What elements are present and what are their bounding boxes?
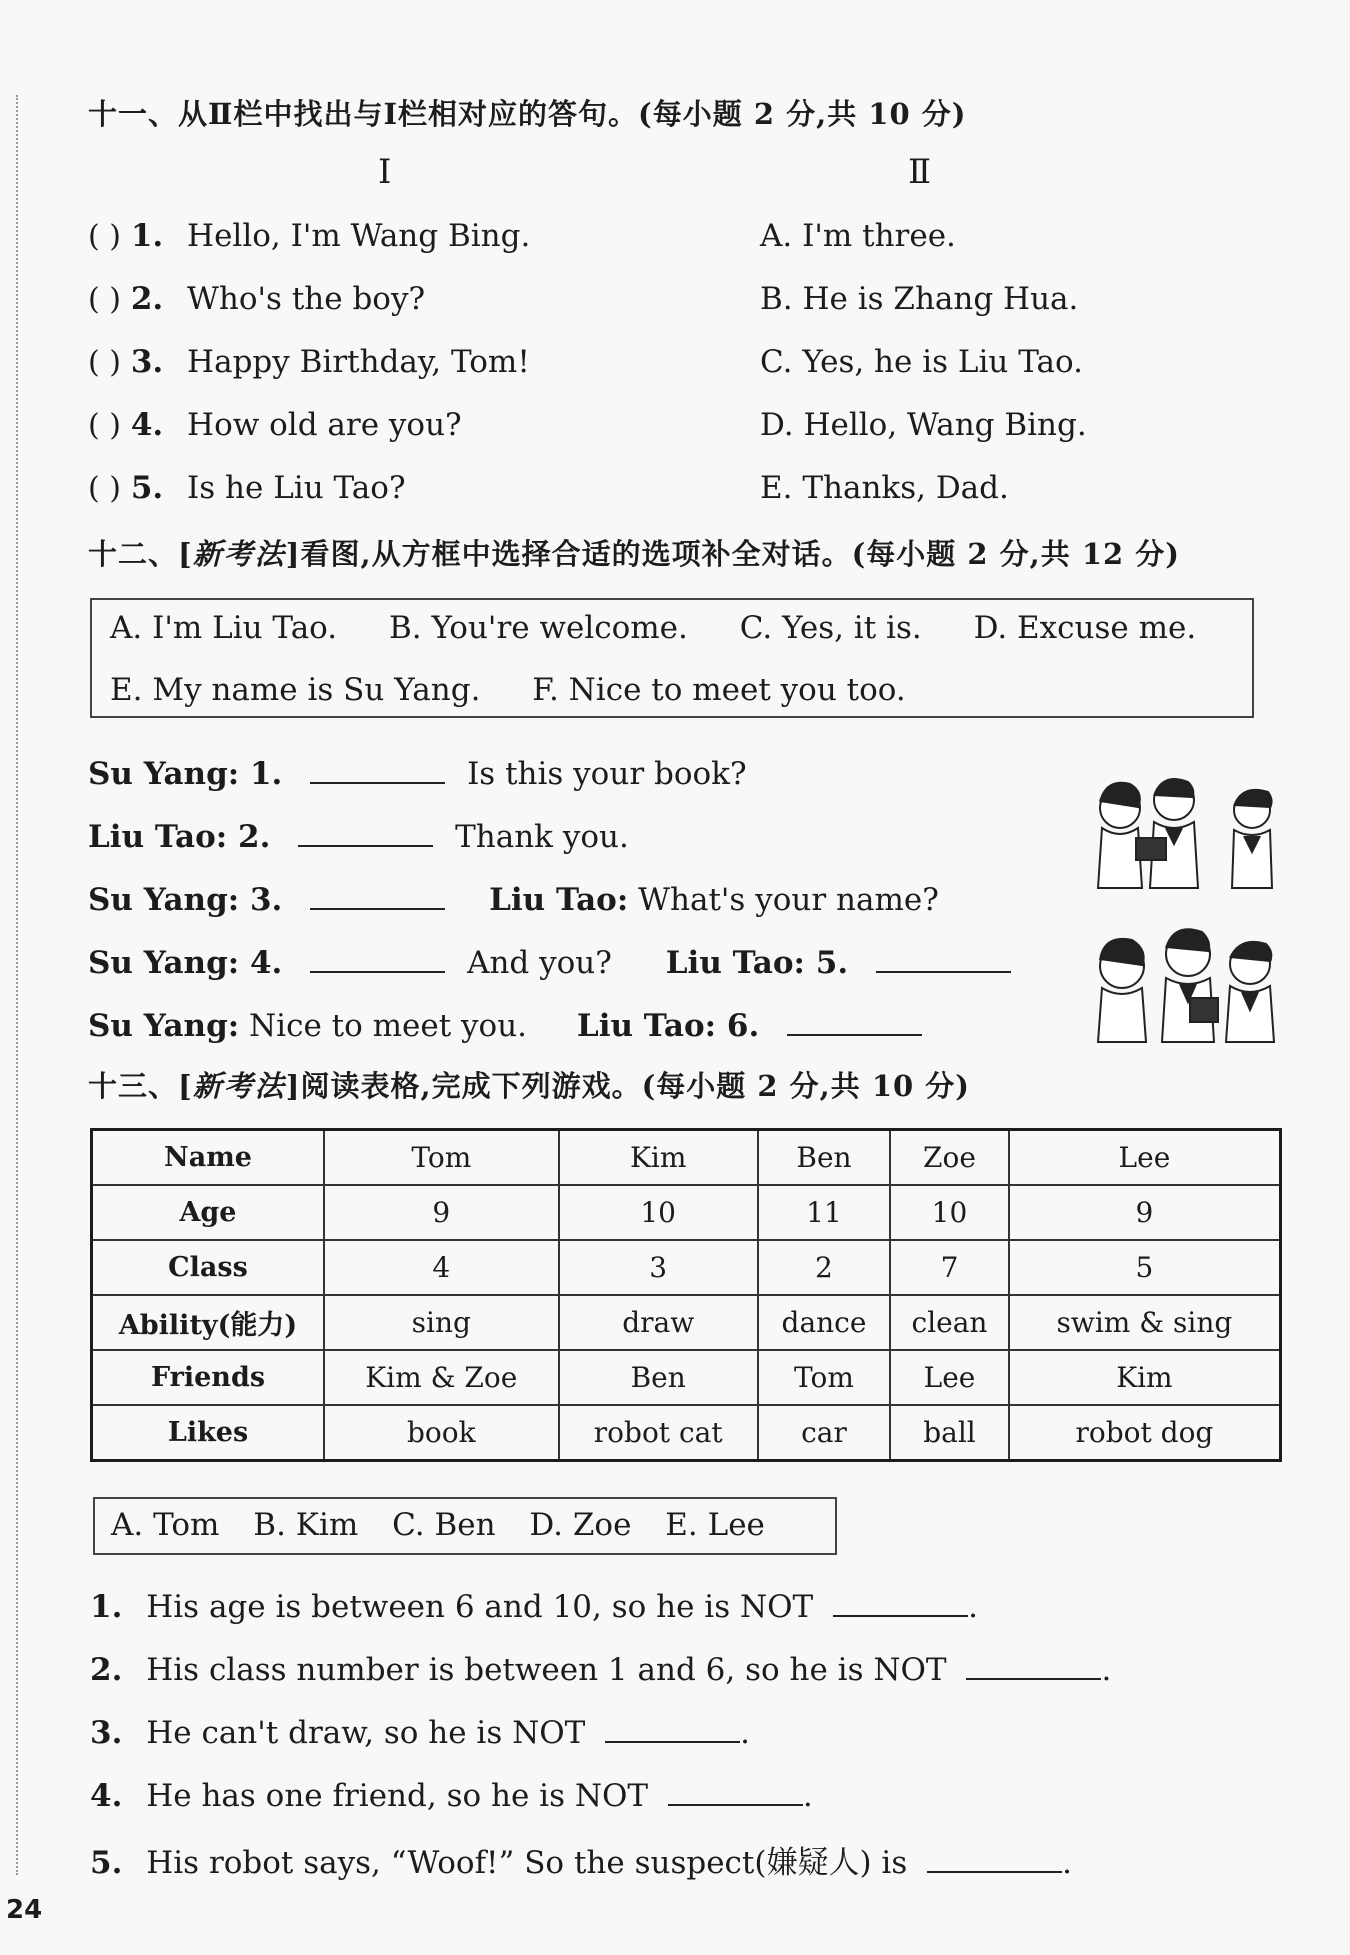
column-1-label: Ⅰ bbox=[378, 152, 392, 192]
reasoning-question bbox=[90, 1774, 813, 1814]
period: . bbox=[1062, 1845, 1072, 1881]
dialogue-text: What's your name? bbox=[638, 882, 939, 918]
match-question bbox=[88, 470, 406, 506]
answer-paren[interactable]: ( ) bbox=[88, 471, 121, 506]
table-cell: 9 bbox=[324, 1185, 559, 1240]
heading-text: ]阅读表格,完成下列游戏。(每小题 2 分,共 10 分) bbox=[285, 1069, 971, 1103]
heading-text: ]看图,从方框中选择合适的选项补全对话。(每小题 2 分,共 12 分) bbox=[285, 537, 1181, 571]
speaker-label: Liu Tao: 5. bbox=[665, 945, 849, 981]
options-row bbox=[111, 1507, 765, 1543]
speaker-label: Su Yang: 1. bbox=[88, 756, 283, 792]
reasoning-question bbox=[90, 1585, 978, 1625]
table-cell: dance bbox=[758, 1295, 890, 1350]
table-cell: Kim bbox=[1009, 1350, 1281, 1405]
dialogue-text: Thank you. bbox=[455, 819, 629, 855]
table-cell: 10 bbox=[890, 1185, 1009, 1240]
dialogue-text: Is this your book? bbox=[467, 756, 747, 792]
heading-prefix: 十三、[ bbox=[88, 1069, 193, 1103]
answer-blank[interactable] bbox=[310, 941, 445, 973]
question-text: His robot says, “Woof!” So the suspect(嫌疑人) is bbox=[146, 1845, 908, 1881]
question-text: Who's the boy? bbox=[187, 281, 426, 317]
answer-option: A. I'm three. bbox=[760, 218, 956, 254]
speaker-label: Liu Tao: 6. bbox=[576, 1008, 760, 1044]
question-text: His age is between 6 and 10, so he is NOT bbox=[146, 1589, 814, 1625]
period: . bbox=[1101, 1652, 1112, 1688]
table-cell: car bbox=[758, 1405, 890, 1461]
dialogue-text: Nice to meet you. bbox=[249, 1008, 528, 1044]
info-table bbox=[90, 1128, 1282, 1462]
children-illustration-2 bbox=[1092, 918, 1282, 1048]
question-text: His class number is between 1 and 6, so he is NOT bbox=[146, 1652, 947, 1688]
answer-paren[interactable]: ( ) bbox=[88, 219, 121, 254]
reasoning-question bbox=[90, 1711, 750, 1751]
answer-option: B. He is Zhang Hua. bbox=[760, 281, 1079, 317]
option: C. Ben bbox=[392, 1507, 496, 1543]
section-13-heading bbox=[88, 1064, 970, 1105]
table-cell: Ben bbox=[559, 1350, 758, 1405]
question-number: 4. bbox=[130, 407, 164, 443]
reasoning-question bbox=[90, 1648, 1111, 1688]
table-cell: clean bbox=[890, 1295, 1009, 1350]
option: A. I'm Liu Tao. bbox=[110, 610, 338, 646]
table-cell: Kim & Zoe bbox=[324, 1350, 559, 1405]
question-text: He can't draw, so he is NOT bbox=[146, 1715, 586, 1751]
table-row bbox=[92, 1405, 1281, 1461]
table-cell: draw bbox=[559, 1295, 758, 1350]
question-number: 4. bbox=[90, 1778, 123, 1814]
table-row bbox=[92, 1185, 1281, 1240]
page-number: 24 bbox=[6, 1895, 43, 1925]
answer-blank[interactable] bbox=[927, 1841, 1062, 1873]
option: B. Kim bbox=[253, 1507, 359, 1543]
table-cell: 9 bbox=[1009, 1185, 1281, 1240]
table-cell: 2 bbox=[758, 1240, 890, 1295]
question-text: He has one friend, so he is NOT bbox=[146, 1778, 649, 1814]
table-cell: Ben bbox=[758, 1130, 890, 1186]
dialogue-line bbox=[88, 941, 1011, 981]
answer-blank[interactable] bbox=[310, 752, 445, 784]
answer-blank[interactable] bbox=[787, 1004, 922, 1036]
option: F. Nice to meet you too. bbox=[532, 672, 906, 708]
match-question bbox=[88, 407, 462, 443]
table-row bbox=[92, 1240, 1281, 1295]
table-cell: swim & sing bbox=[1009, 1295, 1281, 1350]
speaker-label: Liu Tao: bbox=[489, 882, 629, 918]
period: . bbox=[740, 1715, 751, 1751]
row-header: Likes bbox=[92, 1405, 325, 1461]
table-cell: Lee bbox=[890, 1350, 1009, 1405]
row-header: Age bbox=[92, 1185, 325, 1240]
speaker-label: Su Yang: bbox=[88, 1008, 240, 1044]
answer-blank[interactable] bbox=[605, 1711, 740, 1743]
options-row bbox=[110, 672, 906, 708]
row-header: Name bbox=[92, 1130, 325, 1186]
option: D. Excuse me. bbox=[973, 610, 1197, 646]
dialogue-line bbox=[88, 815, 629, 855]
question-text: Happy Birthday, Tom! bbox=[187, 344, 530, 380]
question-text: Is he Liu Tao? bbox=[187, 470, 406, 506]
answer-option: C. Yes, he is Liu Tao. bbox=[760, 344, 1083, 380]
table-row bbox=[92, 1295, 1281, 1350]
question-number: 5. bbox=[130, 470, 164, 506]
table-cell: 5 bbox=[1009, 1240, 1281, 1295]
name-options-box bbox=[93, 1497, 837, 1555]
question-number: 2. bbox=[90, 1652, 123, 1688]
speaker-label: Su Yang: 3. bbox=[88, 882, 283, 918]
answer-paren[interactable]: ( ) bbox=[88, 408, 121, 443]
table-cell: Lee bbox=[1009, 1130, 1281, 1186]
answer-option: E. Thanks, Dad. bbox=[760, 470, 1009, 506]
table-cell: robot dog bbox=[1009, 1405, 1281, 1461]
table-cell: Tom bbox=[758, 1350, 890, 1405]
option: D. Zoe bbox=[529, 1507, 632, 1543]
option: C. Yes, it is. bbox=[739, 610, 922, 646]
table-row bbox=[92, 1130, 1281, 1186]
children-illustration-1 bbox=[1092, 770, 1282, 895]
table-cell: ball bbox=[890, 1405, 1009, 1461]
table-cell: Kim bbox=[559, 1130, 758, 1186]
reasoning-question bbox=[90, 1837, 1072, 1882]
section-11-heading: 十一、从Ⅱ栏中找出与Ⅰ栏相对应的答句。(每小题 2 分,共 10 分) bbox=[88, 97, 967, 131]
match-question bbox=[88, 218, 530, 254]
options-row bbox=[110, 610, 1196, 646]
table-cell: sing bbox=[324, 1295, 559, 1350]
dialogue-line bbox=[88, 752, 747, 792]
row-header: Class bbox=[92, 1240, 325, 1295]
question-number: 1. bbox=[130, 218, 164, 254]
answer-blank[interactable] bbox=[876, 941, 1011, 973]
row-header: Ability(能力) bbox=[92, 1295, 325, 1350]
table-cell: Tom bbox=[324, 1130, 559, 1186]
speaker-label: Liu Tao: 2. bbox=[88, 819, 271, 855]
table-cell: robot cat bbox=[559, 1405, 758, 1461]
period: . bbox=[802, 1778, 813, 1814]
question-text: Hello, I'm Wang Bing. bbox=[187, 218, 531, 254]
match-question bbox=[88, 281, 425, 317]
answer-paren[interactable]: ( ) bbox=[88, 345, 121, 380]
row-header: Friends bbox=[92, 1350, 325, 1405]
table-cell: 11 bbox=[758, 1185, 890, 1240]
table-cell: 3 bbox=[559, 1240, 758, 1295]
column-2-label: Ⅱ bbox=[908, 152, 932, 192]
new-method-tag: 新考法 bbox=[192, 537, 286, 571]
question-number: 1. bbox=[90, 1589, 123, 1625]
question-number: 3. bbox=[90, 1715, 123, 1751]
table-cell: 10 bbox=[559, 1185, 758, 1240]
match-question bbox=[88, 344, 530, 380]
option: B. You're welcome. bbox=[389, 610, 688, 646]
table-cell: 7 bbox=[890, 1240, 1009, 1295]
speaker-label: Su Yang: 4. bbox=[88, 945, 283, 981]
answer-blank[interactable] bbox=[966, 1648, 1101, 1680]
table-row bbox=[92, 1350, 1281, 1405]
answer-option: D. Hello, Wang Bing. bbox=[760, 407, 1087, 443]
question-number: 3. bbox=[130, 344, 164, 380]
answer-paren[interactable]: ( ) bbox=[88, 282, 121, 317]
dialogue-line bbox=[88, 1004, 922, 1044]
heading-prefix: 十二、[ bbox=[88, 537, 193, 571]
dialogue-text: And you? bbox=[467, 945, 612, 981]
question-text: How old are you? bbox=[187, 407, 462, 443]
table-cell: book bbox=[324, 1405, 559, 1461]
dialogue-line bbox=[88, 878, 939, 918]
answer-blank[interactable] bbox=[668, 1774, 803, 1806]
table-cell: Zoe bbox=[890, 1130, 1009, 1186]
option: E. Lee bbox=[665, 1507, 765, 1543]
new-method-tag: 新考法 bbox=[192, 1069, 286, 1103]
option: E. My name is Su Yang. bbox=[110, 672, 481, 708]
question-number: 5. bbox=[90, 1845, 123, 1881]
answer-blank[interactable] bbox=[298, 815, 433, 847]
option: A. Tom bbox=[111, 1507, 220, 1543]
table-cell: 4 bbox=[324, 1240, 559, 1295]
section-12-heading bbox=[88, 532, 1180, 573]
options-box bbox=[90, 598, 1254, 718]
answer-blank[interactable] bbox=[310, 878, 445, 910]
period: . bbox=[968, 1589, 978, 1625]
answer-blank[interactable] bbox=[833, 1585, 968, 1617]
question-number: 2. bbox=[130, 281, 164, 317]
margin-dotted-line bbox=[16, 95, 18, 1875]
